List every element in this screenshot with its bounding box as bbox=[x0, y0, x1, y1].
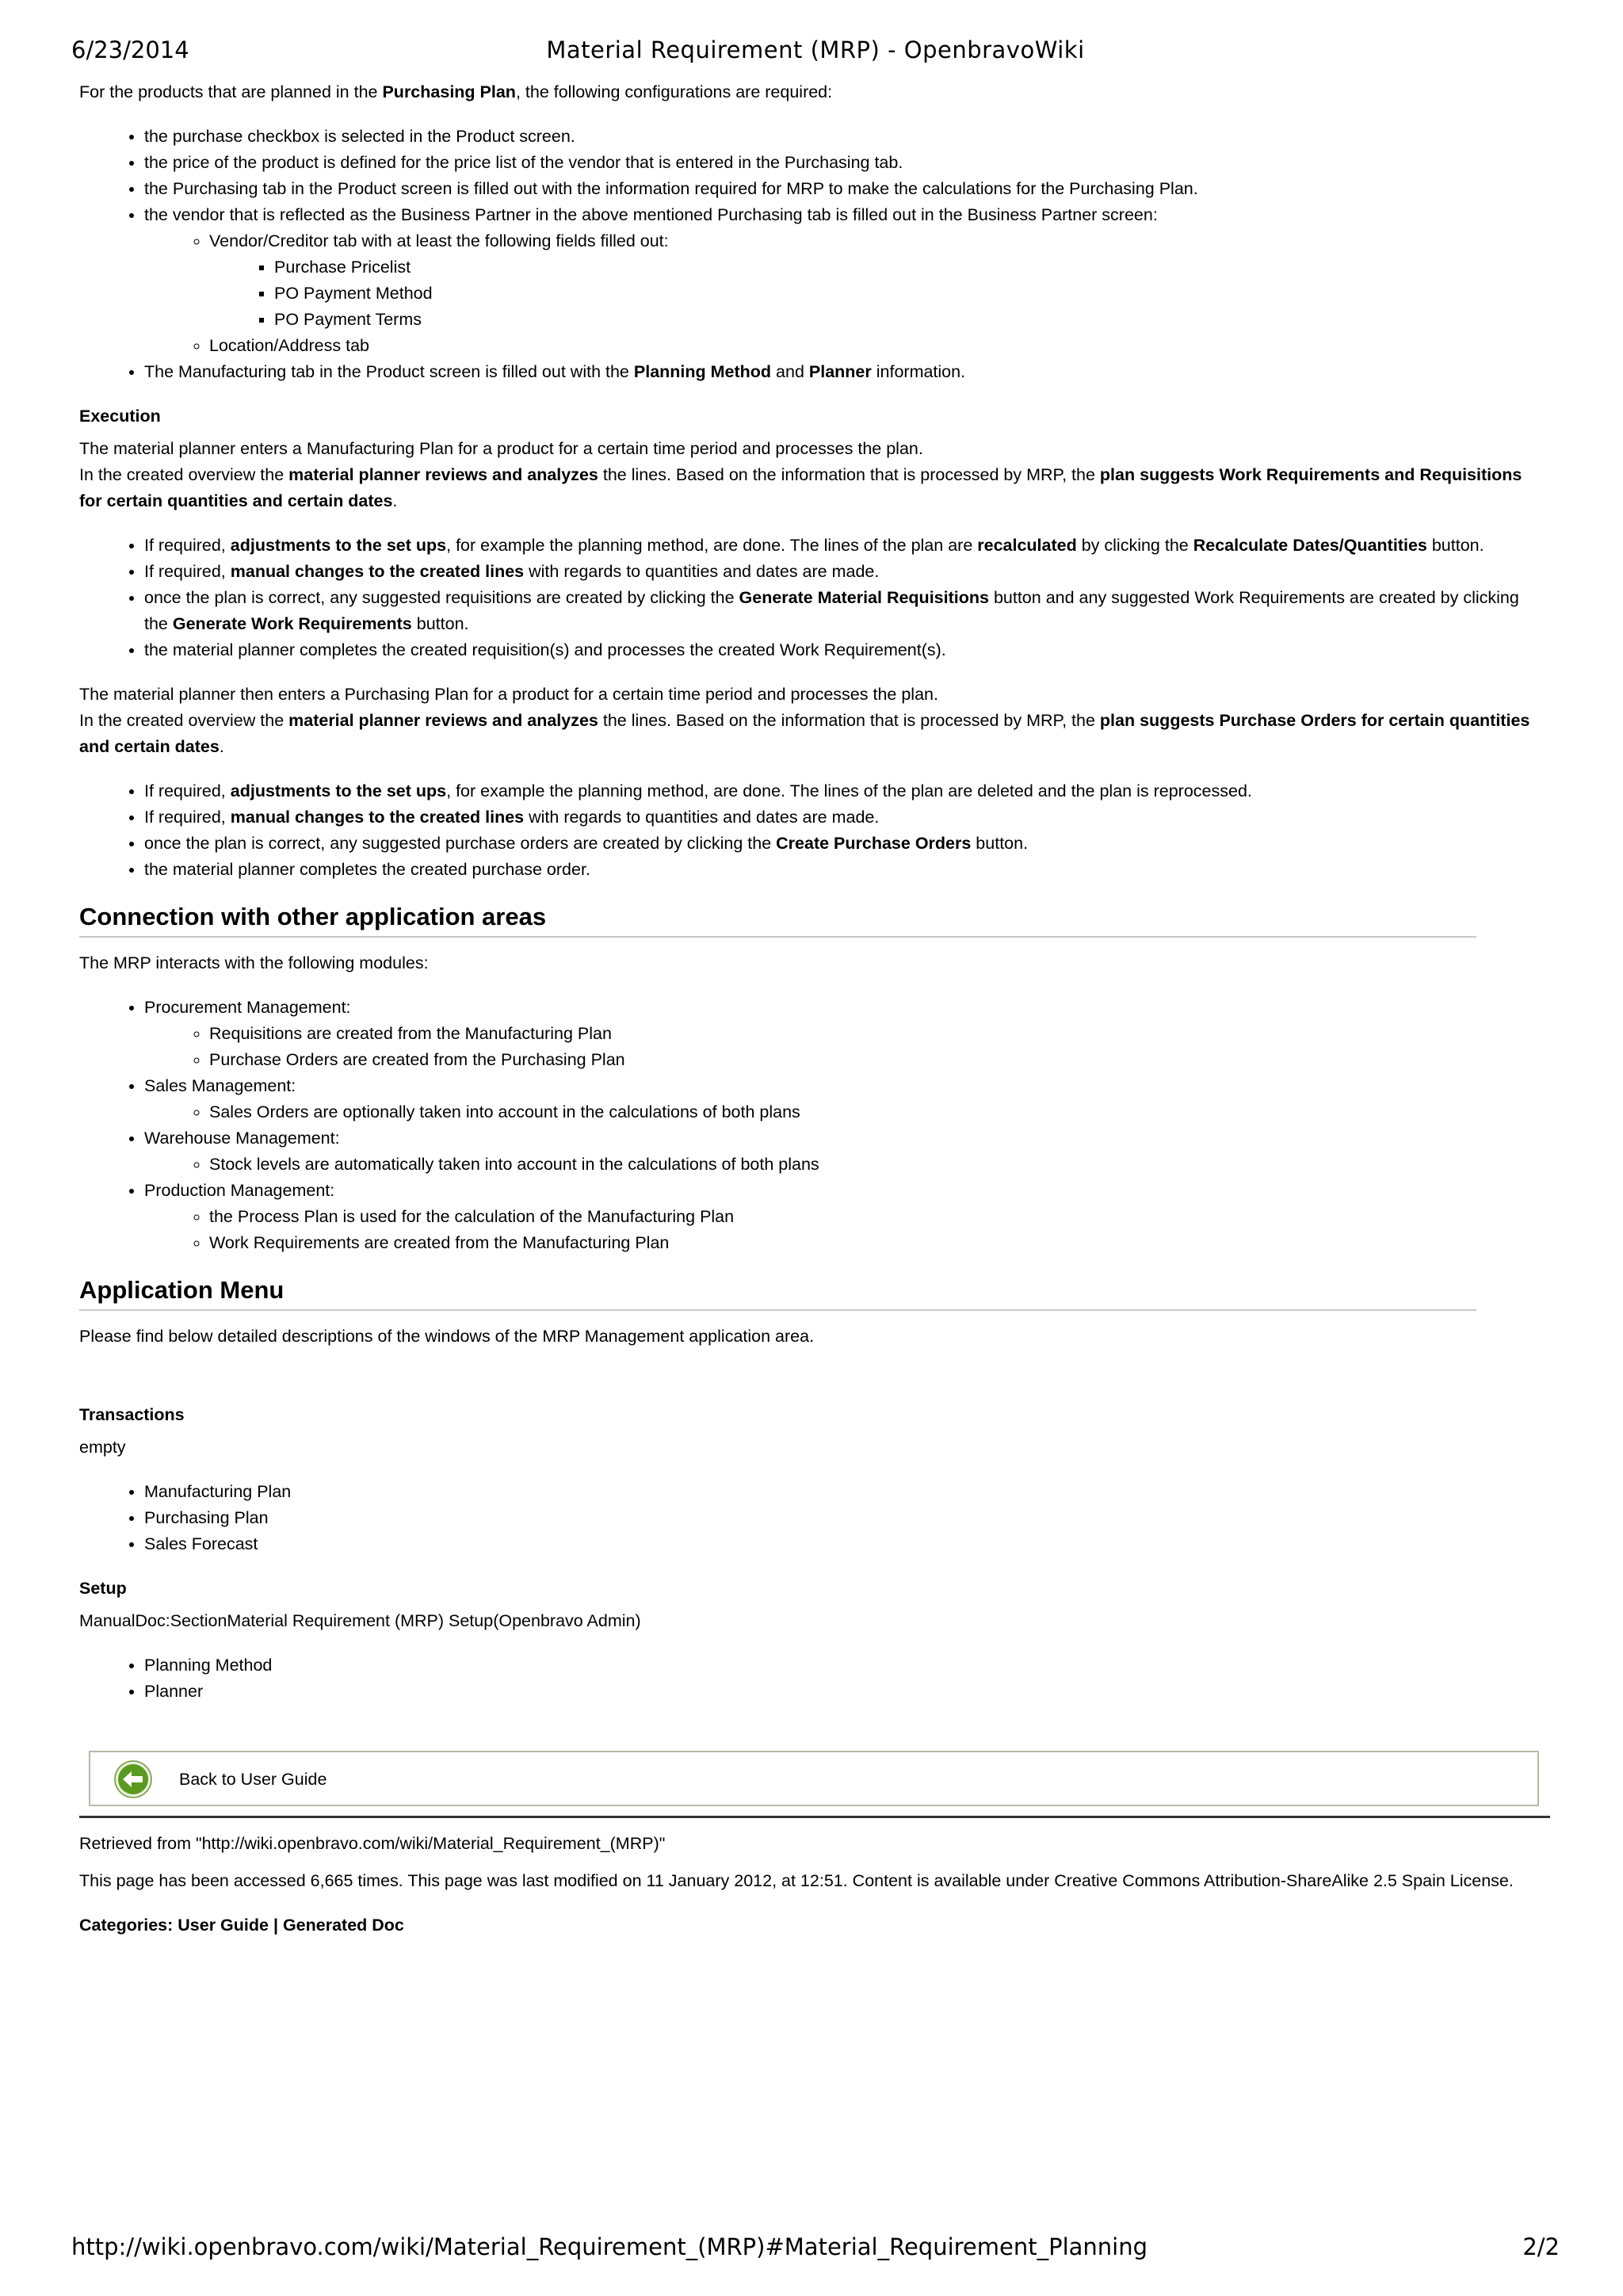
list-item-text: and bbox=[771, 362, 809, 381]
article-content bbox=[79, 79, 1537, 1957]
text: If required, bbox=[144, 536, 231, 555]
print-date: 6/23/2014 bbox=[71, 36, 189, 63]
sublist bbox=[144, 1204, 1537, 1256]
list-item: • the purchase checkbox is selected in the Product screen. bbox=[144, 124, 1537, 150]
print-title: Material Requirement (MRP) - OpenbravoWiki bbox=[546, 36, 1085, 63]
manufacturing-steps-list bbox=[79, 533, 1537, 663]
text: , for example the planning method, are done. The lines of the plan are bbox=[446, 536, 978, 555]
setup-list bbox=[79, 1652, 1537, 1705]
text: If required, bbox=[144, 781, 231, 800]
paragraph: The MRP interacts with the following modules: bbox=[79, 953, 429, 972]
list-item: • Manufacturing Plan bbox=[144, 1479, 1537, 1505]
application-menu-heading: Application Menu bbox=[79, 1274, 1476, 1311]
page-number: 2/2 bbox=[1522, 2233, 1560, 2260]
bold-text: adjustments to the set ups bbox=[230, 536, 447, 555]
paragraph: The material planner enters a Manufacturing Plan for a product for a certain time period and processes the plan. bbox=[79, 439, 923, 458]
back-link-label[interactable]: Back to User Guide bbox=[179, 1770, 327, 1789]
list-item: ◦ Purchase Orders are created from the Purchasing Plan bbox=[209, 1047, 1537, 1073]
list-item: ▪ Purchase Pricelist bbox=[274, 254, 1537, 281]
text: If required, bbox=[144, 562, 231, 581]
category-link[interactable]: User Guide bbox=[178, 1916, 269, 1935]
list-item: • Planning Method bbox=[144, 1652, 1537, 1679]
fields-sublist bbox=[209, 254, 1537, 333]
transactions-list bbox=[79, 1479, 1537, 1557]
purchasing-intro bbox=[79, 79, 1537, 105]
sublist bbox=[144, 1152, 1537, 1178]
text: the lines. Based on the information that is processed by MRP, the bbox=[598, 711, 1100, 730]
list-item: • Sales Forecast bbox=[144, 1531, 1537, 1557]
list-item bbox=[209, 228, 1537, 333]
list-item: ◦ Stock levels are automatically taken into account in the calculations of both plans bbox=[209, 1152, 1537, 1178]
list-item-text: Warehouse Management: bbox=[144, 1129, 340, 1148]
bold-text: plan suggests Purchase Orders for certain quantities and certain dates bbox=[79, 711, 1530, 756]
text: the lines. Based on the information that is processed by MRP, the bbox=[598, 465, 1100, 484]
list-item: • Purchasing Plan bbox=[144, 1505, 1537, 1531]
modules-list bbox=[79, 995, 1537, 1256]
bold-text: material planner reviews and analyzes bbox=[288, 711, 598, 730]
intro-text: For the products that are planned in the bbox=[79, 82, 383, 101]
bold-text: adjustments to the set ups bbox=[230, 781, 447, 800]
list-item: ▪ PO Payment Terms bbox=[274, 307, 1537, 333]
text: In the created overview the bbox=[79, 465, 289, 484]
list-item-text: the vendor that is reflected as the Business Partner in the above mentioned Purchasing tab is filled out in the Business Partner screen: bbox=[144, 205, 1158, 224]
bold-text: Create Purchase Orders bbox=[776, 834, 972, 853]
text: by clicking the bbox=[1076, 536, 1193, 555]
list-item: • the Purchasing tab in the Product screen is filled out with the information required for MRP to make the calculations for the Purchasing Plan. bbox=[144, 176, 1537, 202]
categories-label: Categories bbox=[79, 1916, 168, 1935]
bold-text: Generate Material Requisitions bbox=[739, 588, 989, 607]
list-item-text: Production Management: bbox=[144, 1181, 335, 1200]
text: with regards to quantities and dates are made. bbox=[524, 808, 880, 827]
list-item-text: Sales Management: bbox=[144, 1076, 296, 1095]
paragraph: empty bbox=[79, 1438, 126, 1457]
list-item: ◦ the Process Plan is used for the calculation of the Manufacturing Plan bbox=[209, 1204, 1537, 1230]
list-item bbox=[144, 778, 1537, 804]
print-url: http://wiki.openbravo.com/wiki/Material_Requirement_(MRP)#Material_Requirement_Planning bbox=[71, 2233, 1148, 2260]
list-item bbox=[144, 831, 1537, 857]
text: . bbox=[392, 491, 398, 510]
vendor-sublist bbox=[144, 228, 1537, 359]
print-header bbox=[71, 36, 1560, 68]
text: , for example the planning method, are done. The lines of the plan are deleted and the plan is reprocessed. bbox=[446, 781, 1252, 800]
back-arrow-icon bbox=[114, 1760, 152, 1798]
paragraph: ManualDoc:SectionMaterial Requirement (MRP) Setup(Openbravo Admin) bbox=[79, 1611, 641, 1630]
text: button. bbox=[1426, 536, 1484, 555]
paragraph: The material planner then enters a Purchasing Plan for a product for a certain time period and processes the plan. bbox=[79, 685, 938, 704]
bold-text: Generate Work Requirements bbox=[172, 614, 412, 633]
config-list bbox=[79, 124, 1537, 385]
list-item bbox=[144, 804, 1537, 831]
divider bbox=[79, 1816, 1550, 1818]
list-item-text: information. bbox=[871, 362, 966, 381]
setup-heading: Setup bbox=[79, 1579, 127, 1598]
category-link[interactable]: Generated Doc bbox=[282, 1916, 404, 1935]
bold-text: recalculated bbox=[977, 536, 1077, 555]
text: If required, bbox=[144, 808, 231, 827]
list-item: • the material planner completes the created requisition(s) and processes the created Work Requirement(s). bbox=[144, 637, 1537, 663]
retrieved-from: Retrieved from "http://wiki.openbravo.com/wiki/Material_Requirement_(MRP)" bbox=[79, 1834, 666, 1853]
execution-heading: Execution bbox=[79, 407, 161, 426]
list-item bbox=[144, 995, 1537, 1073]
text: with regards to quantities and dates are made. bbox=[524, 562, 880, 581]
list-item bbox=[144, 533, 1537, 559]
transactions-heading: Transactions bbox=[79, 1405, 185, 1424]
print-footer bbox=[71, 2233, 1560, 2265]
bold-text: plan suggests Work Requirements and Requisitions for certain quantities and certain dates bbox=[79, 465, 1522, 510]
text: . bbox=[219, 737, 224, 756]
bold-text: manual changes to the created lines bbox=[230, 562, 525, 581]
text: once the plan is correct, any suggested purchase orders are created by clicking the bbox=[144, 834, 777, 853]
categories: Categories: User Guide | Generated Doc bbox=[79, 1916, 404, 1935]
list-item-text: Vendor/Creditor tab with at least the following fields filled out: bbox=[209, 231, 669, 250]
list-item bbox=[144, 559, 1537, 585]
text: button. bbox=[971, 834, 1029, 853]
paragraph: Please find below detailed descriptions of the windows of the MRP Management application area. bbox=[79, 1327, 815, 1346]
text: button. bbox=[411, 614, 469, 633]
list-item bbox=[144, 202, 1537, 359]
list-item bbox=[144, 1178, 1537, 1256]
back-to-user-guide-link[interactable] bbox=[89, 1751, 1539, 1806]
list-item: ▪ PO Payment Method bbox=[274, 281, 1537, 307]
paragraph bbox=[79, 462, 1537, 514]
list-item: ◦ Work Requirements are created from the Manufacturing Plan bbox=[209, 1230, 1537, 1256]
list-item-text: Procurement Management: bbox=[144, 998, 351, 1017]
list-item: • Planner bbox=[144, 1679, 1537, 1705]
bold-text: manual changes to the created lines bbox=[230, 808, 525, 827]
list-item bbox=[144, 359, 1537, 385]
list-item: ◦ Requisitions are created from the Manufacturing Plan bbox=[209, 1021, 1537, 1047]
sublist bbox=[144, 1021, 1537, 1073]
bold-text: material planner reviews and analyzes bbox=[288, 465, 598, 484]
list-item: • the price of the product is defined for the price list of the vendor that is entered in the Purchasing tab. bbox=[144, 150, 1537, 176]
intro-text-end: , the following configurations are required: bbox=[515, 82, 833, 101]
bold-text: Recalculate Dates/Quantities bbox=[1193, 536, 1427, 555]
list-item bbox=[144, 585, 1537, 637]
list-item bbox=[144, 1073, 1537, 1125]
paragraph bbox=[79, 708, 1537, 760]
list-item bbox=[144, 1125, 1537, 1178]
bold-text: Planner bbox=[808, 362, 872, 381]
list-item: ◦ Sales Orders are optionally taken into account in the calculations of both plans bbox=[209, 1099, 1537, 1125]
text: button and any suggested Work Requirements are created by clicking the bbox=[144, 588, 1519, 633]
connection-heading: Connection with other application areas bbox=[79, 901, 1476, 938]
sublist bbox=[144, 1099, 1537, 1125]
text: In the created overview the bbox=[79, 711, 289, 730]
list-item: • the material planner completes the created purchase order. bbox=[144, 857, 1537, 883]
list-item: ◦ Location/Address tab bbox=[209, 333, 1537, 359]
bold-text: Planning Method bbox=[633, 362, 772, 381]
text: once the plan is correct, any suggested requisitions are created by clicking the bbox=[144, 588, 739, 607]
purchasing-steps-list bbox=[79, 778, 1537, 883]
intro-bold: Purchasing Plan bbox=[382, 82, 516, 101]
access-info: This page has been accessed 6,665 times. This page was last modified on 11 January 2012, at 12:51. Content is available under Creative Commons Attribution-ShareAlike 2.5 Spain License. bbox=[79, 1871, 1514, 1890]
list-item-text: The Manufacturing tab in the Product screen is filled out with the bbox=[144, 362, 634, 381]
